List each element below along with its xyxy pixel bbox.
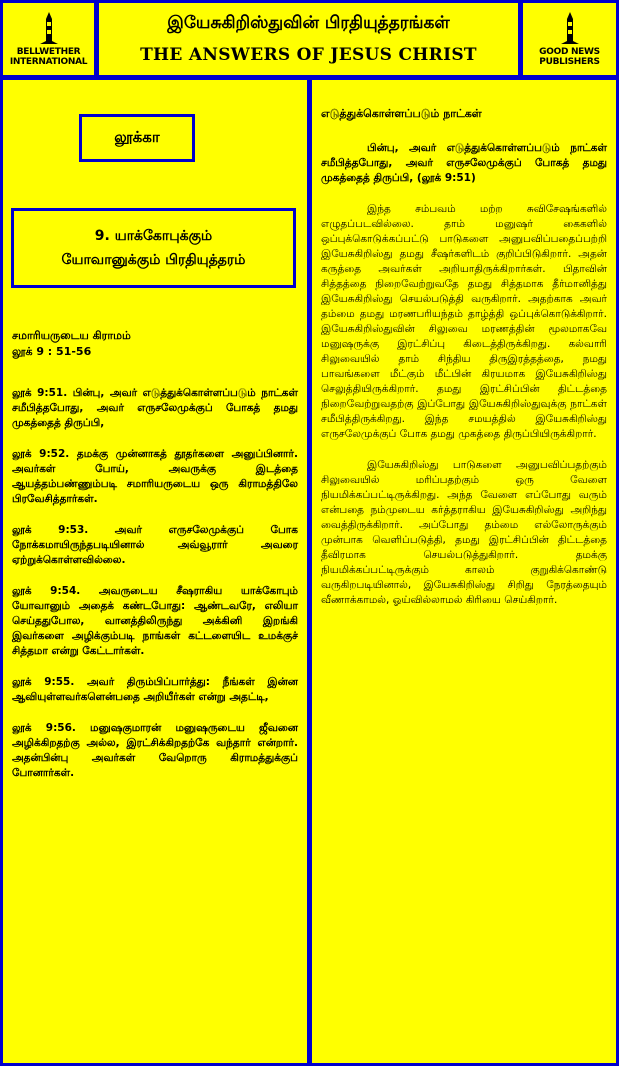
header-title [99, 3, 518, 75]
tower-icon [38, 11, 60, 45]
tower-icon [559, 11, 581, 45]
logo-left-line1: BELLWETHER [16, 47, 81, 57]
book-title: லூக்கா [79, 114, 195, 162]
logo-right-line1: GOOD NEWS [539, 47, 600, 57]
verse: லூக் 9:52. தமக்கு முன்னாகத் தூதர்களை அனுப்பினார். அவர்கள் போய், அவருக்கு இடத்தை ஆயத்தம்பண்ணும்படி சமாரியருடைய ஒரு கிராமத்திலே பிரவேசித்தார்கள். [12, 448, 298, 505]
right-column [312, 80, 616, 1063]
verse: லூக் 9:51. பின்பு, அவர் எடுத்துக்கொள்ளப்படும் நாட்கள் சமீபித்தபோது, அவர் எருசலேமுக்குப் போகத் தமது முகத்தைத் திருப்பி, [12, 387, 298, 429]
verse: லூக் 9:56. மனுஷகுமாரன் மனுஷருடைய ஜீவனை அழிக்கிறதற்கு அல்ல, இரட்சிக்கிறதற்கே வந்தார் என்றார். அதன்பின்பு அவர்கள் வேறொரு கிராமத்துக்குப் போனார்கள். [12, 722, 298, 779]
verse: லூக் 9:55. அவர் திரும்பிப்பார்த்து: நீங்கள் இன்ன ஆவியுள்ளவர்களென்பதை அறியீர்கள் என்று அதட்டி, [12, 676, 298, 703]
scripture-text [12, 328, 298, 797]
quoted-verse: பின்பு, அவர் எடுத்துக்கொள்ளப்படும் நாட்கள் சமீபித்தபோது, அவர் எருசலேமுக்குப் போகத் தமது முகத்தைத் திருப்பி, (லூக் 9:51) [321, 142, 607, 184]
section-reference: லூக் 9 : 51-56 [12, 345, 92, 358]
section-heading [12, 328, 298, 360]
verse: லூக் 9:53. அவர் எருசலேமுக்குப் போக நோக்கமாயிருந்தபடியினால் அவ்வூரார் அவரை ஏற்றுக்கொள்ளவில்லை. [12, 524, 298, 566]
title-english: THE ANSWERS OF JESUS CHRIST [140, 45, 477, 65]
commentary-heading: எடுத்துக்கொள்ளப்படும் நாட்கள் [321, 107, 482, 120]
logo-left-line2: INTERNATIONAL [9, 57, 88, 67]
commentary-text [321, 106, 607, 624]
logo-right-line2: PUBLISHERS [539, 57, 600, 67]
verse: லூக் 9:54. அவருடைய சீஷராகிய யாக்கோபும் யோவானும் அதைக் கண்டபோது: ஆண்டவரே, எலியா செய்ததுபோல, வானத்திலிருந்து அக்கினி இறங்கி இவர்களை அழிக்கும்படி நாங்கள் கட்டளையிட உமக்குச் சித்தமா என்று கேட்டார்கள். [12, 585, 298, 657]
logo-left [3, 3, 94, 75]
chapter-title [11, 208, 296, 288]
section-title: சமாரியருடைய கிராமம் [12, 329, 131, 342]
left-column [3, 80, 307, 1063]
chapter-title-line2: யோவானுக்கும் பிரதியுத்தரம் [61, 252, 246, 268]
logo-right [523, 3, 616, 75]
commentary-paragraph: இயேசுகிறிஸ்து பாடுகளை அனுபவிப்பதற்கும் சிலுவையில் மரிப்பதற்கும் ஒரு வேளை நியமிக்கப்பட்டிருக்கிறது. அந்த வேளை எப்போது வரும் என்பதை நம்முடைய கர்த்தராகிய இயேசுகிறிஸ்து அறிந்து வைத்திருக்கிறார். அப்போது தம்மை எல்லோருக்கும் முன்பாக வெளிப்படுத்தி, தமது இரட்சிப்பின் திட்டத்தை தீவிரமாக செயல்படுத்துகிறார். தமக்கு நியமிக்கப்பட்டிருக்கும் காலம் குறுகிக்கொண்டு வருகிறபடியினால், இயேசுகிறிஸ்து சிறிது நேரத்தையும் வீணாக்காமல், ஓய்வில்லாமல் கிரியை செய்கிறார். [321, 459, 607, 606]
chapter-title-line1: 9. யாக்கோபுக்கும் [94, 228, 213, 244]
commentary-paragraph: இந்த சம்பவம் மற்ற சுவிசேஷங்களில் எழுதப்படவில்லை. தாம் மனுஷர் கைகளில் ஒப்புக்கொடுக்கப்பட்டு பாடுகளை அனுபவிப்பதைப்பற்றி இயேசுகிறிஸ்து தமது சீஷர்களிடம் குறிப்பிடுகிறார். அதன் கருத்தை அவர்கள் அறியாதிருக்கிறார்கள். பிதாவின் சித்தத்தை நிறைவேற்றுவதே தமது சித்தமாக தீர்மானித்து இயேசுகிறிஸ்து செயல்படுத்தி வருகிறார். அதற்காக அவர் தம்மை தமது மரணபரியந்தம் தாழ்த்தி ஒப்புக்கொடுக்கிறார். இயேசுகிறிஸ்துவின் சிலுவை மரணத்தின் மூலமாகவே மனுஷருக்கு இரட்சிப்பு கிடைத்திருக்கிறது. கல்வாரி சிலுவையில் தாம் சிந்திய திருஇரத்தத்தை, நமது பாவங்களை மீட்கும் மீட்பின் கிரயமாக இயேசுகிறிஸ்து செலுத்தியிருக்கிறார். தமது இரட்சிப்பின் திட்டத்தை நிறைவேற்றுவதற்கு இப்போது இயேசுகிறிஸ்துவுக்கு நாட்கள் சமீபித்திருக்கிறது. இந்த சமயத்தில் இயேசுகிறிஸ்து எருசலேமுக்குப் போக தமது முகத்தை திருப்பியிருக்கிறார். [321, 203, 607, 440]
title-tamil: இயேசுகிறிஸ்துவின் பிரதியுத்தரங்கள் [167, 13, 450, 33]
